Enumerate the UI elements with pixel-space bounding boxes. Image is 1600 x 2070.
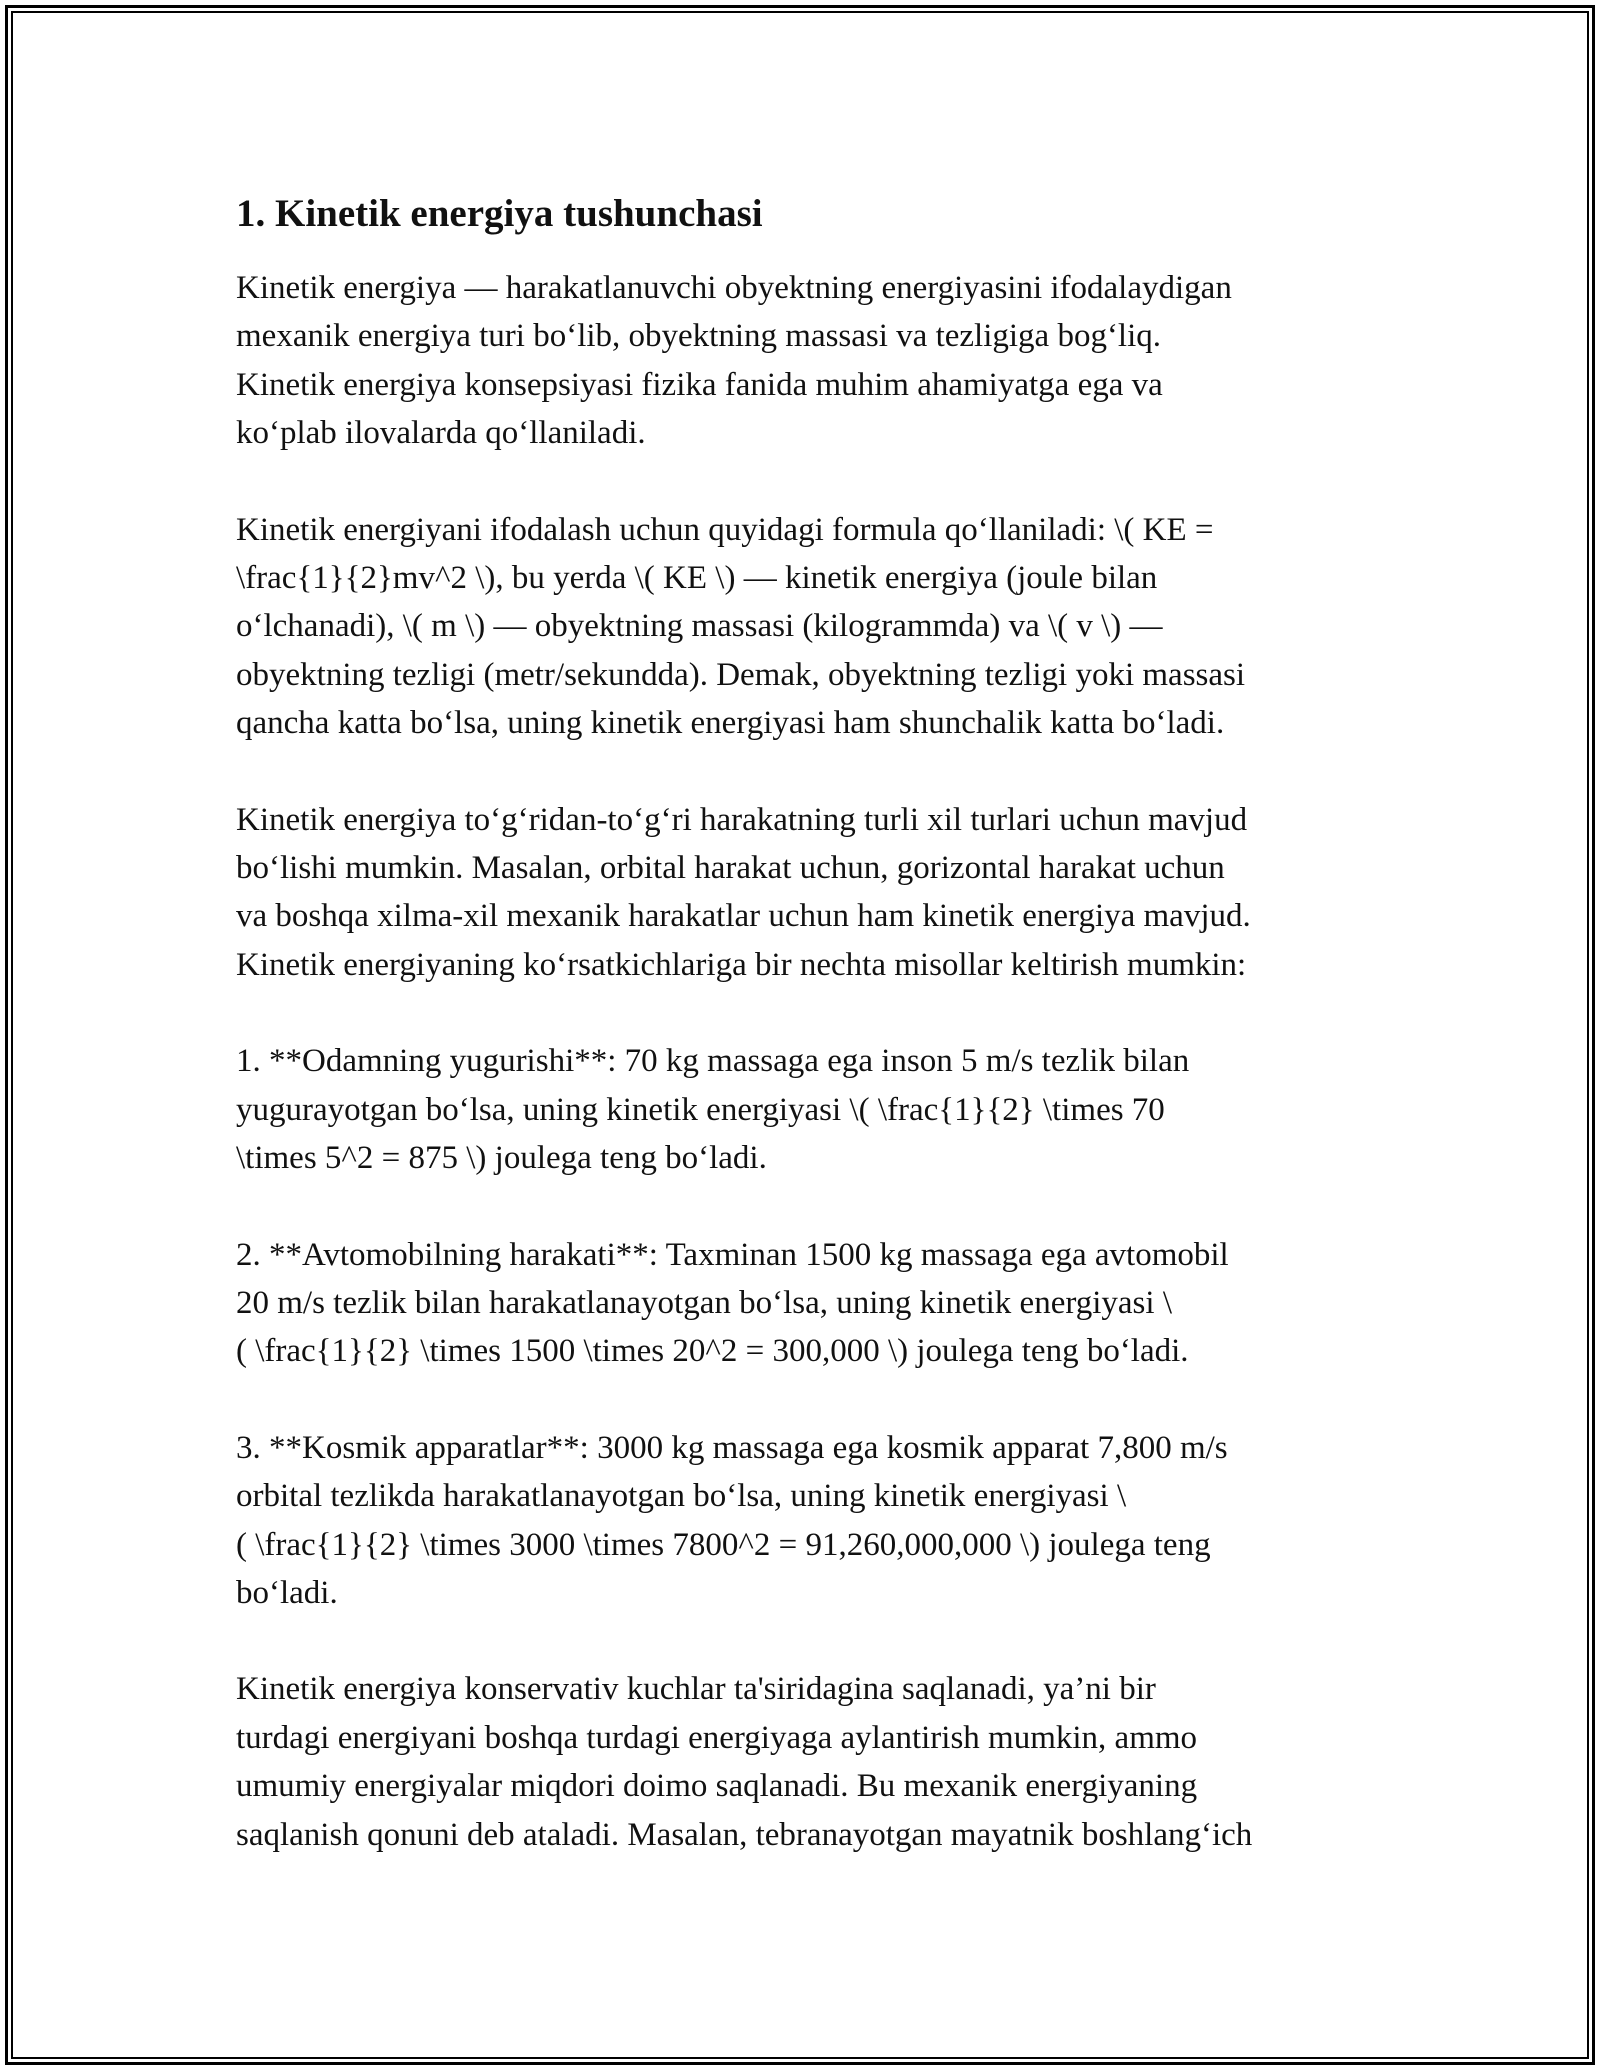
- text-line: Kinetik energiya konservativ kuchlar ta'siridagina saqlanadi, ya’ni bir: [236, 1671, 1156, 1708]
- text-line: ko‘plab ilovalarda qo‘llaniladi.: [236, 415, 646, 452]
- text-line: 20 m/s tezlik bilan harakatlanayotgan bo‘lsa, uning kinetik energiyasi \: [236, 1284, 1172, 1321]
- text-line: Kinetik energiya konsepsiyasi fizika fanida muhim ahamiyatga ega va: [236, 366, 1163, 403]
- text-line: bo‘lishi mumkin. Masalan, orbital harakat uchun, gorizontal harakat uchun: [236, 850, 1225, 887]
- section-heading: 1. Kinetik energiya tushunchasi: [236, 192, 763, 235]
- text-line: o‘lchanadi), \( m \) — obyektning massasi (kilogrammda) va \( v \) —: [236, 608, 1163, 645]
- text-line: qancha katta bo‘lsa, uning kinetik energiyasi ham shunchalik katta bo‘ladi.: [236, 705, 1225, 742]
- text-line: 2. **Avtomobilning harakati**: Taxminan 1500 kg massaga ega avtomobil: [236, 1236, 1229, 1273]
- text-line: \frac{1}{2}mv^2 \), bu yerda \( KE \) — kinetik energiya (joule bilan: [236, 560, 1158, 597]
- text-line: ( \frac{1}{2} \times 1500 \times 20^2 = 300,000 \) joulega teng bo‘ladi.: [236, 1333, 1189, 1370]
- text-line: orbital tezlikda harakatlanayotgan bo‘lsa, uning kinetik energiyasi \: [236, 1478, 1127, 1515]
- text-line: ( \frac{1}{2} \times 3000 \times 7800^2 = 91,260,000,000 \) joulega teng: [236, 1526, 1211, 1563]
- paragraph-motion-types: [236, 796, 1366, 990]
- example-running: [236, 1037, 1366, 1182]
- text-line: yugurayotgan bo‘lsa, uning kinetik energiyasi \( \frac{1}{2} \times 70: [236, 1091, 1165, 1128]
- paragraph-conservation: [236, 1665, 1366, 1859]
- text-line: umumiy energiyalar miqdori doimo saqlanadi. Bu mexanik energiyaning: [236, 1768, 1198, 1805]
- document-page: [236, 186, 1366, 1907]
- text-line: Kinetik energiya — harakatlanuvchi obyektning energiyasini ifodalaydigan: [236, 270, 1232, 306]
- example-spacecraft: [236, 1424, 1366, 1618]
- text-line: turdagi energiyani boshqa turdagi energiyaga aylantirish mumkin, ammo: [236, 1719, 1198, 1756]
- paragraph-formula: [236, 506, 1366, 748]
- example-car: [236, 1231, 1366, 1376]
- text-line: \times 5^2 = 875 \) joulega teng bo‘ladi.: [236, 1140, 767, 1177]
- text-line: Kinetik energiyani ifodalash uchun quyidagi formula qo‘llaniladi: \( KE =: [236, 511, 1214, 548]
- text-line: mexanik energiya turi bo‘lib, obyektning massasi va tezligiga bog‘liq.: [236, 318, 1162, 355]
- text-line: obyektning tezligi (metr/sekundda). Demak, obyektning tezligi yoki massasi: [236, 656, 1246, 693]
- text-line: va boshqa xilma-xil mexanik harakatlar uchun ham kinetik energiya mavjud.: [236, 898, 1251, 935]
- text-line: bo‘ladi.: [236, 1574, 338, 1611]
- text-line: Kinetik energiya to‘g‘ridan-to‘g‘ri harakatning turli xil turlari uchun mavjud: [236, 801, 1248, 838]
- text-line: Kinetik energiyaning ko‘rsatkichlariga bir nechta misollar keltirish mumkin:: [236, 946, 1247, 983]
- text-line: 3. **Kosmik apparatlar**: 3000 kg massaga ega kosmik apparat 7,800 m/s: [236, 1429, 1228, 1466]
- paragraph-definition: [236, 264, 1366, 458]
- text-line: 1. **Odamning yugurishi**: 70 kg massaga ega inson 5 m/s tezlik bilan: [236, 1043, 1190, 1080]
- text-line: saqlanish qonuni deb ataladi. Masalan, tebranayotgan mayatnik boshlang‘ich: [236, 1816, 1253, 1853]
